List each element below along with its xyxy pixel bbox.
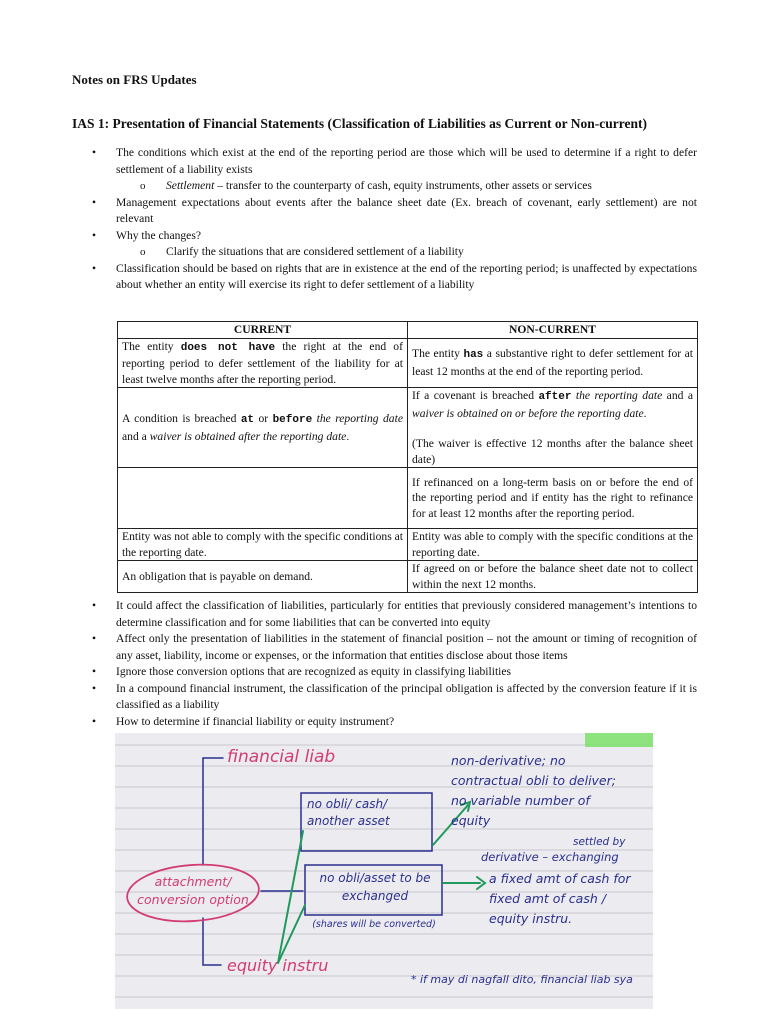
bullet-text: The conditions which exist at the end of the reporting period are those which will be used to determine if a right to defer settlement of a liability exists bbox=[116, 146, 697, 176]
term: Settlement bbox=[166, 179, 215, 192]
cell: An obligation that is payable on demand. bbox=[118, 561, 408, 593]
cell: A condition is breached at or before the reporting date and a waiver is obtained after the reporting date. bbox=[118, 388, 408, 468]
bullet-item: • It could affect the classification of liabilities, particularly for entities that previously considered management’s intentions to determine classification and for some liabilities that can be converted into equity bbox=[72, 598, 697, 631]
label-equity-instru: equity instru bbox=[227, 956, 329, 975]
cell: If agreed on or before the balance sheet date not to collect within the next 12 months. bbox=[408, 561, 698, 593]
note-non-derivative: non-derivative; no contractual obli to deliver; no variable number of equity bbox=[451, 753, 616, 828]
attachment-text: attachment/ conversion option bbox=[137, 874, 249, 907]
bullet-item: • How to determine if financial liability or equity instrument? bbox=[72, 714, 697, 731]
header-current: CURRENT bbox=[118, 322, 408, 339]
classification-table bbox=[117, 321, 698, 593]
sub-item: o Clarify the situations that are considered settlement of a liability bbox=[116, 244, 697, 261]
table-row bbox=[118, 529, 698, 561]
cell: Entity was able to comply with the specific conditions at the reporting date. bbox=[408, 529, 698, 561]
document-title: Notes on FRS Updates bbox=[72, 72, 197, 87]
sub-list bbox=[116, 244, 697, 261]
table-row bbox=[118, 561, 698, 593]
highlighter-mark bbox=[585, 733, 653, 747]
note-shares: (shares will be converted) bbox=[312, 919, 436, 930]
section-title: IAS 1: Presentation of Financial Statements (Classification of Liabilities as Current or Non-current) bbox=[72, 116, 647, 131]
bullet-item bbox=[72, 228, 697, 261]
label-financial-liab: financial liab bbox=[227, 747, 336, 767]
sub-list bbox=[116, 178, 697, 195]
cell: If a covenant is breached after the reporting date and a waiver is obtained on or before the reporting date. (The waiver is effective 12 months after the balance sheet date) bbox=[408, 388, 698, 468]
bullet-item: • Management expectations about events after the balance sheet date (Ex. breach of covenant, early settlement) are not relevant bbox=[72, 195, 697, 228]
label-derivative: derivative – exchanging bbox=[481, 850, 619, 864]
table-row bbox=[118, 468, 698, 529]
handwritten-notes-photo bbox=[115, 733, 653, 1009]
table-row bbox=[118, 338, 698, 388]
bullet-list-bottom bbox=[72, 598, 697, 730]
cell: The entity has a substantive right to defer settlement for at least 12 months at the end of the reporting period. bbox=[408, 338, 698, 388]
box-asset-text: no obli/asset to be exchanged bbox=[319, 871, 431, 903]
cell: Entity was not able to comply with the specific conditions at the reporting date. bbox=[118, 529, 408, 561]
sub-item bbox=[116, 178, 697, 195]
bullet-item: • Affect only the presentation of liabilities in the statement of financial position – not the amount or timing of recognition of any asset, liability, income or expenses, or the information that entities disclose about those items bbox=[72, 631, 697, 664]
bullet-item: • Ignore those conversion options that are recognized as equity in classifying liabilities bbox=[72, 664, 697, 681]
bullet-item: • In a compound financial instrument, the classification of the principal obligation is affected by the conversion feature if it is classified as a liability bbox=[72, 681, 697, 714]
header-noncurrent: NON-CURRENT bbox=[408, 322, 698, 339]
bullet-text: Why the changes? bbox=[116, 228, 201, 242]
bullet-list-top bbox=[72, 145, 697, 294]
bullet-item bbox=[72, 145, 697, 195]
footnote: * if may di nagfall dito, financial liab sya bbox=[411, 973, 633, 986]
bullet-item: • Classification should be based on rights that are in existence at the end of the reporting period; is unaffected by expectations about whether an entity will exercise its right to defer settlement of a liability bbox=[72, 261, 697, 294]
note-fixed-amt: a fixed amt of cash for fixed amt of cash / equity instru. bbox=[489, 871, 631, 926]
cell-empty bbox=[118, 468, 408, 529]
box-cash-text: no obli/ cash/ another asset bbox=[307, 797, 390, 828]
table-row bbox=[118, 388, 698, 468]
definition: – transfer to the counterparty of cash, equity instruments, other assets or services bbox=[214, 179, 592, 192]
cell: If refinanced on a long-term basis on or before the end of the reporting period and if entity has the right to refinance for at least 12 months after the reporting period. bbox=[408, 468, 698, 529]
cell: The entity does not have the right at the end of reporting period to defer settlement of the liability for at least twelve months after the reporting period. bbox=[118, 338, 408, 388]
label-settled-by: settled by bbox=[573, 836, 626, 848]
